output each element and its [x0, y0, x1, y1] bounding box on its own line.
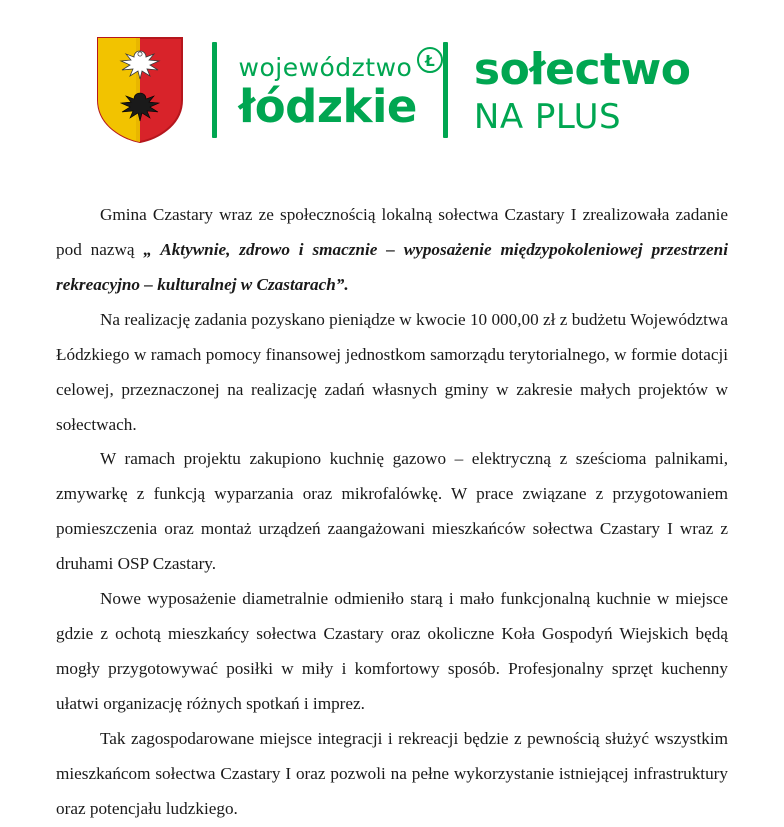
brand-line-1: sołectwo [473, 44, 691, 95]
lodz-badge-icon [417, 47, 443, 73]
header-divider-right [443, 42, 448, 138]
header-divider-left [212, 42, 217, 138]
document-header [0, 0, 784, 164]
wordmark-line-2: łódzkie [238, 80, 417, 133]
document-body [0, 164, 784, 827]
paragraph-3: W ramach projektu zakupiono kuchnię gazowo – elektryczną z sześcioma palnikami, zmywarkę z funkcją wyparzania oraz mikrofalówkę. W prace związane z przygotowaniem pomieszczenia oraz montaż urządzeń zaangażowani mieszkańców sołectwa Czastary I wraz z druhami OSP Czastary. [56, 449, 728, 574]
wordmark-line-1: województwo [238, 53, 413, 82]
svg-text:Ł: Ł [425, 52, 435, 70]
coat-of-arms-icon [94, 34, 186, 146]
paragraph-1-run-2-emphasis: „ Aktywnie, zdrowo i smacznie – wyposażenie międzypokoleniowej przestrzeni rekreacyjno – kulturalnej w Czastarach”. [56, 239, 728, 294]
wojewodztwo-lodzkie-wordmark [238, 51, 435, 133]
brand-line-2: NA PLUS [473, 97, 622, 137]
paragraph-2: Na realizację zadania pozyskano pieniądze w kwocie 10 000,00 zł z budżetu Województwa Łódzkiego w ramach pomocy finansowej jednostkom samorządu terytorialnego, w formie dotacji celowej, przeznaczonej na realizację zadań własnych gminy w zakresie małych projektów w sołectwach. [56, 309, 728, 434]
paragraph-5: Tak zagospodarowane miejsce integracji i rekreacji będzie z pewnością służyć wszystkim mieszkańcom sołectwa Czastary I oraz pozwoli na pełne wykorzystanie istniejącej infrastruktury oraz potencjału ludzkiego. [56, 728, 728, 818]
paragraph-4: Nowe wyposażenie diametralnie odmieniło starą i mało funkcjonalną kuchnie w miejsce gdzie z ochotą mieszkańcy sołectwa Czastary oraz okoliczne Koła Gospodyń Wiejskich będą mogły przygotowywać posiłki w miły i komfortowy sposób. Profesjonalny sprzęt kuchenny ułatwi organizację różnych spotkań i imprez. [56, 589, 728, 713]
paragraph-1-run-1: Gmina Czastary wraz ze społecznością lokalną sołectwa Czastary I zrealizowała zadanie pod nazwą [56, 205, 728, 259]
solectwo-na-plus-logo [473, 44, 691, 137]
paragraph-1 [56, 198, 728, 303]
